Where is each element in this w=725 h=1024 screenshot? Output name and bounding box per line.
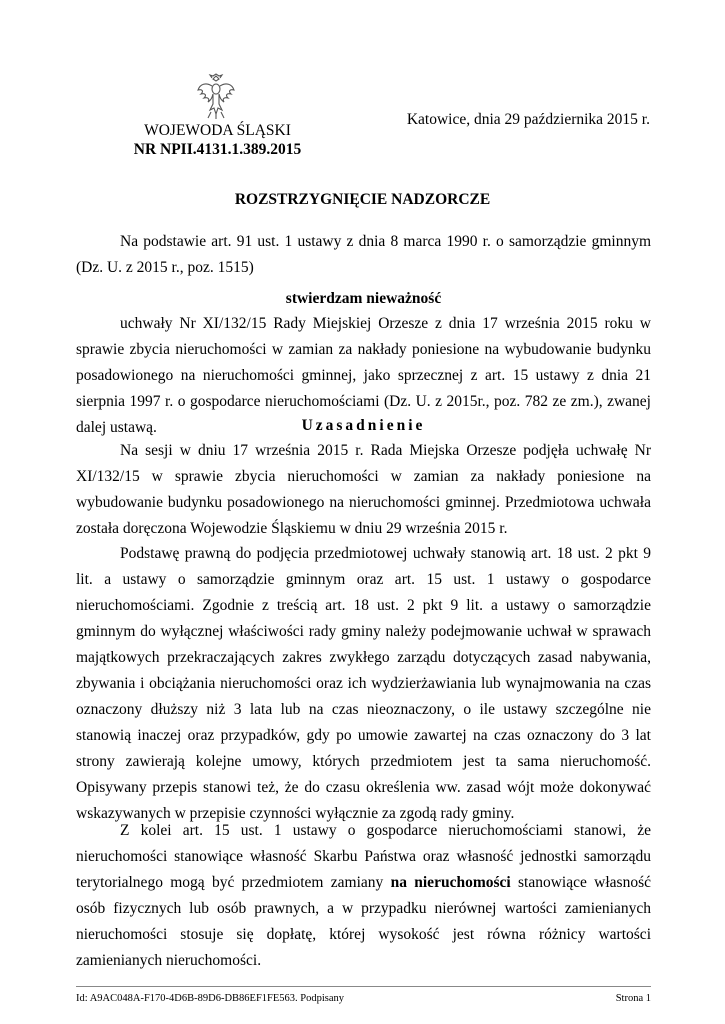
paragraph-3-text-end: stanowiące własność osób fizycznych lub osób prawnych, a w przypadku nierównej wartości zamienianych nieruchomości stosuje się dopłatę, której wysokość jest równa różnicy wartości zamienianych nieruchomości. — [76, 874, 652, 969]
justification-heading: Uzasadnienie — [301, 417, 426, 434]
paragraph-3-text-start: Z kolei art. 15 ust. 1 ustawy o gospodarce nieruchomościami stanowi, że nieruchomości stanowiące własność Skarbu Państwa oraz własność jednostki samorządu terytorialnego mogą być przedmiotem zamiany — [76, 822, 651, 891]
eagle-emblem-icon — [196, 72, 236, 120]
place-and-date: Katowice, dnia 29 października 2015 r. — [406, 111, 650, 128]
footer-document-id: Id: A9AC048A-F170-4D6B-89D6-DB86EF1FE563. Podpisany — [76, 993, 345, 1004]
issuer-block — [130, 121, 305, 159]
paragraph-3-bold-text: na nieruchomości — [390, 874, 511, 891]
document-title: ROZSTRZYGNIĘCIE NADZORCZE — [234, 191, 491, 208]
justification-paragraph-3 — [76, 818, 651, 974]
legal-basis-paragraph: Na podstawie art. 91 ust. 1 ustawy z dnia 8 marca 1990 r. o samorządzie gminnym (Dz. U. z 2015 r., poz. 1515) — [76, 233, 651, 276]
decision-paragraph: uchwały Nr XI/132/15 Rady Miejskiej Orzesze z dnia 17 września 2015 roku w sprawie zbycia nieruchomości w zamian za nakłady poniesione na wybudowanie budynku posadowionego na nieruchomości gminnej, jako sprzecznej z art. 15 ustawy z dnia 21 sierpnia 1997 r. o gospodarce nieruchomościami (Dz. U. z 2015r., poz. 782 ze zm.), zwanej dalej ustawą. — [76, 315, 651, 436]
footer-divider — [76, 986, 651, 987]
justification-paragraph-1: Na sesji w dniu 17 września 2015 r. Rada Miejska Orzesze podjęła uchwałę Nr XI/132/15 w sprawie zbycia nieruchomości w zamian za nakłady poniesione na wybudowanie budynku posadowionego na nieruchomości gminnej. Przedmiotowa uchwała została doręczona Wojewodzie Śląskiemu w dniu 29 września 2015 r. — [76, 442, 651, 537]
reference-number: NR NPII.4131.1.389.2015 — [133, 141, 302, 158]
decision-heading: stwierdzam nieważność — [285, 290, 442, 307]
footer-page-number: Strona 1 — [615, 993, 651, 1004]
issuer-name: WOJEWODA ŚLĄSKI — [144, 122, 291, 139]
justification-paragraph-2: Podstawę prawną do podjęcia przedmiotowej uchwały stanowią art. 18 ust. 2 pkt 9 lit. a ustawy o samorządzie gminnym oraz art. 15 ust. 1 ustawy o gospodarce nieruchomościami. Zgodnie z treścią art. 18 ust. 2 pkt 9 lit. a ustawy o samorządzie gminnym do wyłącznej właściwości rady gminy należy podejmowanie uchwał w sprawach majątkowych przekraczających zakres zwykłego zarządu dotyczących zasad nabywania, zbywania i obciążania nieruchomości oraz ich wydzierżawiania lub wynajmowania na czas oznaczony dłuższy niż 3 lata lub na czas nieoznaczony, o ile ustawy szczególne nie stanowią inaczej oraz przypadków, gdy po umowie zawartej na czas oznaczony do 3 lat strony zawierają kolejne umowy, których przedmiotem jest ta sama nieruchomość. Opisywany przepis stanowi też, że do czasu określenia ww. zasad wójt może dokonywać wskazywanych w przepisie czynności wyłącznie za zgodą rady gminy. — [76, 545, 651, 822]
